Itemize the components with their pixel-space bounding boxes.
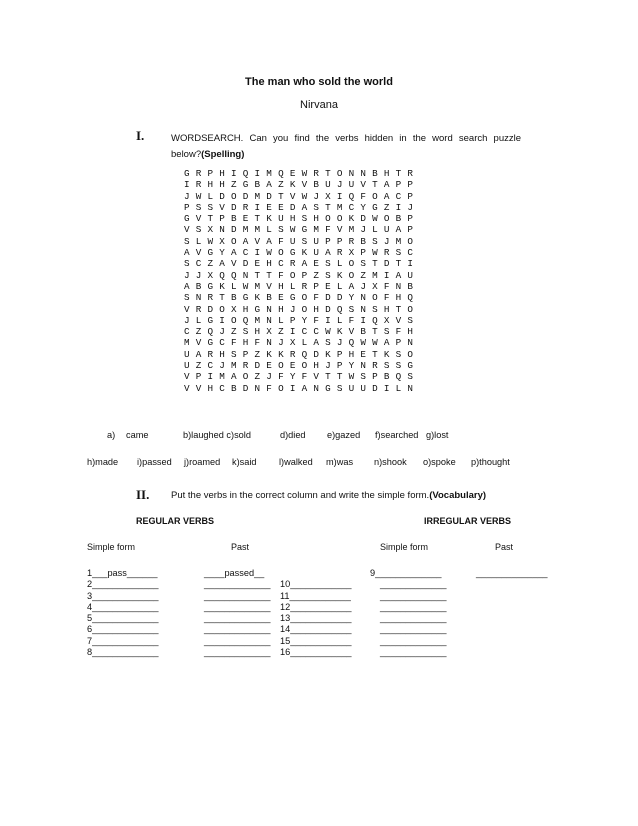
wordsearch-row-line-9: S C Z A V D E H C R A E S L O S T D T I: [184, 258, 414, 270]
page-title: The man who sold the world: [245, 76, 393, 88]
wordsearch-row-line-8: A V G Y A C I W O G K U A R X P W R S C: [184, 247, 414, 259]
section-2-text: Put the verbs in the correct column and write the simple form.: [171, 490, 430, 501]
verb-i: i)passed: [137, 457, 172, 467]
section-1-tag: (Spelling): [201, 149, 245, 160]
page-subtitle: Nirvana: [300, 99, 338, 111]
irr-simple-line-6: _____________: [380, 624, 447, 635]
irr-simple-line-4: _____________: [380, 601, 447, 612]
irr-num-line-7: 15____________: [280, 635, 352, 646]
reg-past-line-8: _____________: [204, 647, 271, 658]
reg-past-column: [204, 568, 270, 658]
verb-k: k)said: [232, 457, 257, 467]
reg-simple-line-8: 8_____________: [87, 647, 159, 658]
section-1-label: WORDSEARCH.: [171, 133, 244, 144]
section-1-instruction: [171, 131, 521, 147]
verb-n: n)shook: [374, 457, 407, 467]
verb-f: f)searched: [375, 430, 419, 440]
wordsearch-row-line-6: V S X N D M M L S W G M F V M J L U A P: [184, 224, 414, 236]
irr-simple-header: Simple form: [380, 542, 429, 552]
irr-num-line-3: 11____________: [280, 590, 351, 601]
verb-l: l)walked: [279, 457, 313, 467]
irr-num-line-6: 14____________: [280, 624, 352, 635]
section-1-text-2: below?: [171, 149, 202, 160]
wordsearch-row-line-18: U Z C J M R D E O E O H J P Y N R S S G: [184, 360, 414, 372]
irr-past-first: ______________: [476, 568, 548, 578]
wordsearch-row-line-20: V V H C B D N F O I A N G S U U D I L N: [184, 382, 414, 394]
section-1-instruction-line2: [171, 147, 244, 163]
section-1-numeral: I.: [136, 128, 145, 143]
wordsearch-row-line-2: I R H H Z G B A Z K V B U J U V T A P P: [184, 179, 414, 191]
verb-h: h)made: [87, 457, 119, 467]
wordsearch-row-line-7: S L W X O A V A F U S U P P R B S J M O: [184, 235, 414, 247]
wordsearch-row-line-12: S N R T B G K B E G O F D D Y N O F H Q: [184, 292, 414, 304]
reg-past-line-4: _____________: [204, 601, 271, 612]
irr-simple-column: [380, 568, 446, 658]
reg-past-line-6: _____________: [204, 624, 271, 635]
irr-numbered-column: [280, 568, 352, 658]
verb-j: j)roamed: [184, 457, 221, 467]
reg-simple-line-7: 7_____________: [87, 635, 159, 646]
wordsearch-row-line-11: A B G K L W M V H L R P E L A J X F N B: [184, 280, 414, 292]
reg-simple-header: Simple form: [87, 542, 136, 552]
section-2-numeral: II.: [136, 487, 150, 502]
irr-num-line-4: 12____________: [280, 601, 352, 612]
reg-simple-line-1: 1___pass______: [87, 568, 158, 578]
irr-past-header: Past: [495, 542, 514, 552]
reg-simple-line-5: 5_____________: [87, 613, 159, 624]
irr-num-line-1: [280, 568, 352, 579]
reg-past-line-3: _____________: [204, 590, 271, 601]
verb-d: d)died: [280, 430, 306, 440]
irr-simple-line-5: _____________: [380, 613, 447, 624]
irr-simple-line-7: _____________: [380, 635, 447, 646]
wordsearch-row-line-4: P S S V D R I E E D A S T M C Y G Z I J: [184, 201, 414, 213]
wordsearch-row-line-10: J J X Q Q N T T F O P Z S K O Z M I A U: [184, 269, 414, 281]
wordsearch-row-line-1: G R P H I Q I M Q E W R T O N N B H T R: [184, 168, 414, 179]
wordsearch-row-line-13: V R D O X H G N H J O H D Q S N S H T O: [184, 303, 414, 315]
section-2-instruction: [171, 488, 486, 504]
wordsearch-row-line-14: J L G I O Q M N L P Y F I L F I Q X V S: [184, 314, 414, 326]
reg-past-line-1: ____passed__: [204, 568, 265, 578]
irr-num-line-8: 16____________: [280, 647, 352, 658]
verb-a-letter: a): [107, 430, 116, 440]
verb-b-c: b)laughed c)sold: [183, 430, 251, 440]
reg-simple-column: [87, 568, 159, 658]
irr-num-line-2: 10____________: [280, 579, 352, 590]
wordsearch-row-line-19: V P I M A O Z J F Y F V T T W S P B Q S: [184, 371, 414, 383]
reg-simple-line-4: 4_____________: [87, 601, 159, 612]
wordsearch-row-line-5: G V T P B E T K U H S H O O K D W O B P: [184, 213, 414, 225]
irr-simple-line-3: _____________: [380, 590, 447, 601]
reg-past-line-5: _____________: [204, 613, 271, 624]
verb-p: p)thought: [471, 457, 510, 467]
wordsearch-grid: [184, 168, 413, 394]
reg-simple-line-2: 2_____________: [87, 579, 159, 590]
wordsearch-row-line-3: J W L D O D M D T V W J X I Q F O A C P: [184, 190, 414, 202]
reg-simple-line-3: 3_____________: [87, 590, 159, 601]
irr-simple-line-1: [380, 568, 446, 579]
verb-m: m)was: [326, 457, 354, 467]
verb-g: g)lost: [426, 430, 449, 440]
section-2-tag: (Vocabulary): [429, 490, 487, 501]
wordsearch-row-line-16: M V G C F H F N J X L A S J Q W W A P N: [184, 337, 414, 349]
reg-past-line-7: _____________: [204, 635, 271, 646]
verb-list-row-2: [0, 457, 638, 471]
verb-a: came: [126, 430, 149, 440]
irr-simple-first: 9_____________: [370, 568, 442, 578]
wordsearch-row-line-15: C Z Q J Z S H X Z I C C W K V B T S F H: [184, 326, 414, 338]
section-1-text: Can you find the verbs hidden in the word search puzzle: [249, 133, 521, 144]
reg-simple-line-6: 6_____________: [87, 624, 159, 635]
irr-simple-line-2: _____________: [380, 579, 447, 590]
verb-e: e)gazed: [327, 430, 361, 440]
wordsearch-row-line-17: U A R H S P Z K K R Q D K P H E T K S O: [184, 348, 414, 360]
verb-o: o)spoke: [423, 457, 456, 467]
irr-simple-line-8: _____________: [380, 647, 447, 658]
reg-past-line-2: _____________: [204, 579, 271, 590]
irr-num-line-5: 13____________: [280, 613, 352, 624]
verb-list-row-1: [0, 430, 638, 444]
regular-verbs-heading: REGULAR VERBS: [136, 516, 215, 526]
reg-past-header: Past: [231, 542, 250, 552]
irregular-verbs-heading: IRREGULAR VERBS: [424, 516, 512, 526]
